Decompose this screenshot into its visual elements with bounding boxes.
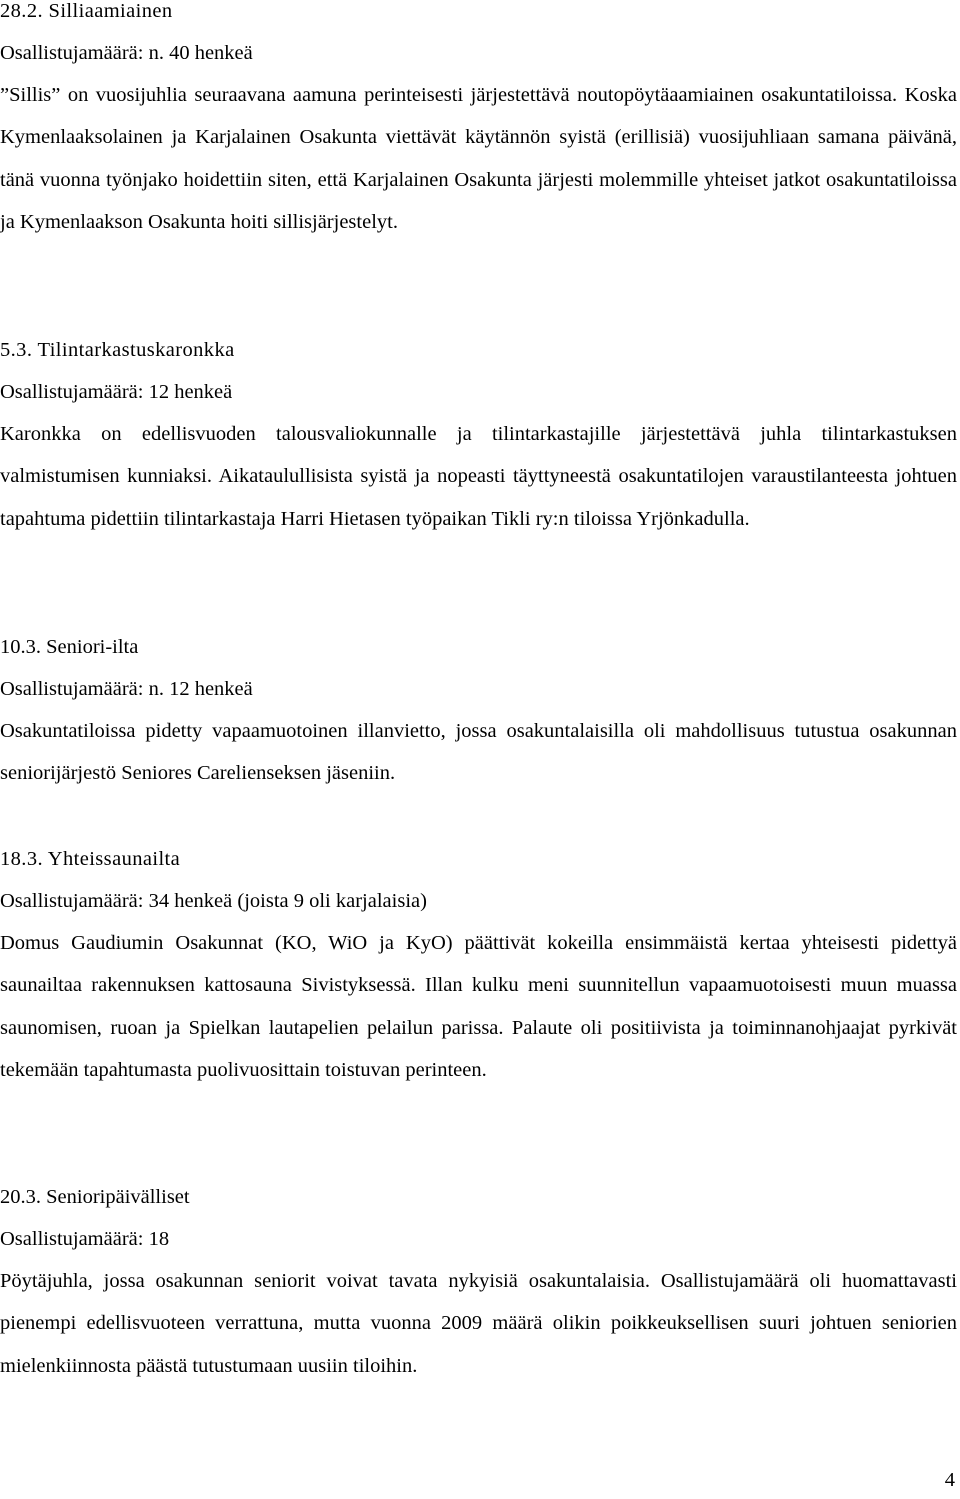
section-heading: 28.2. Silliaamiainen: [0, 0, 173, 22]
section-body: Karonkka on edellisvuoden talousvaliokunnalle ja tilintarkastajille järjestettävä juhla tilintarkastuksen valmistumisen kunniaksi. Aikataulullisista syistä ja nopeasti täyttyneestä osakuntatilojen varaustilanteesta johtuen tapahtuma pidettiin tilintarkastaja Harri Hietasen työpaikan Tikli ry:n tiloissa Yrjönkadulla.: [0, 423, 957, 530]
section-heading: 10.3. Seniori-ilta: [0, 636, 139, 658]
participant-count: Osallistujamäärä: 34 henkeä (joista 9 oli karjalaisia): [0, 890, 427, 912]
section-yhteissaunailta: [0, 838, 957, 1091]
section-heading: 5.3. Tilintarkastuskaronkka: [0, 339, 235, 361]
section-body: ”Sillis” on vuosijuhlia seuraavana aamuna perinteisesti järjestettävä noutopöytäaamiainen osakuntatiloissa. Koska Kymenlaaksolainen ja Karjalainen Osakunta viettävät käytännön syistä (erillisiä) vuosijuhliaan samana päivänä, tänä vuonna työnjako hoidettiin siten, että Karjalainen Osakunta järjesti molemmille yhteiset jatkot osakuntatiloissa ja Kymenlaakson Osakunta hoiti sillisjärjestelyt.: [0, 84, 957, 233]
participant-count: Osallistujamäärä: 12 henkeä: [0, 381, 233, 403]
section-heading: 20.3. Senioripäivälliset: [0, 1186, 190, 1208]
section-tilintarkastuskaronkka: [0, 329, 957, 540]
section-senioripaivalliset: [0, 1176, 957, 1387]
section-body: Domus Gaudiumin Osakunnat (KO, WiO ja KyO) päättivät kokeilla ensimmäistä kertaa yhteisesti pidettyä saunailtaa rakennuksen kattosauna Sivistyksessä. Illan kulku meni suunnitellun vapaamuotoisesti muun muassa saunomisen, ruoan ja Spielkan lautapelien pelailun parissa. Palaute oli positiivista ja toiminnanohjaajat pyrkivät tekemään tapahtumasta puolivuosittain toistuvan perinteen.: [0, 932, 957, 1081]
participant-count: Osallistujamäärä: n. 12 henkeä: [0, 678, 253, 700]
section-seniori-ilta: [0, 626, 957, 795]
section-heading: 18.3. Yhteissaunailta: [0, 848, 181, 870]
section-silliaamiainen: [0, 0, 957, 243]
section-body: Pöytäjuhla, jossa osakunnan seniorit voivat tavata nykyisiä osakuntalaisia. Osallistujamäärä oli huomattavasti pienempi edellisvuoteen verrattuna, mutta vuonna 2009 määrä olikin poikkeuksellisen suuri johtuen seniorien mielenkiinnosta päästä tutustumaan uusiin tiloihin.: [0, 1270, 957, 1377]
page-number: 4: [944, 1469, 955, 1491]
participant-count: Osallistujamäärä: n. 40 henkeä: [0, 42, 253, 64]
section-body: Osakuntatiloissa pidetty vapaamuotoinen illanvietto, jossa osakuntalaisilla oli mahdollisuus tutustua osakunnan seniorijärjestö Seniores Carelienseksen jäseniin.: [0, 720, 957, 785]
participant-count: Osallistujamäärä: 18: [0, 1228, 170, 1250]
